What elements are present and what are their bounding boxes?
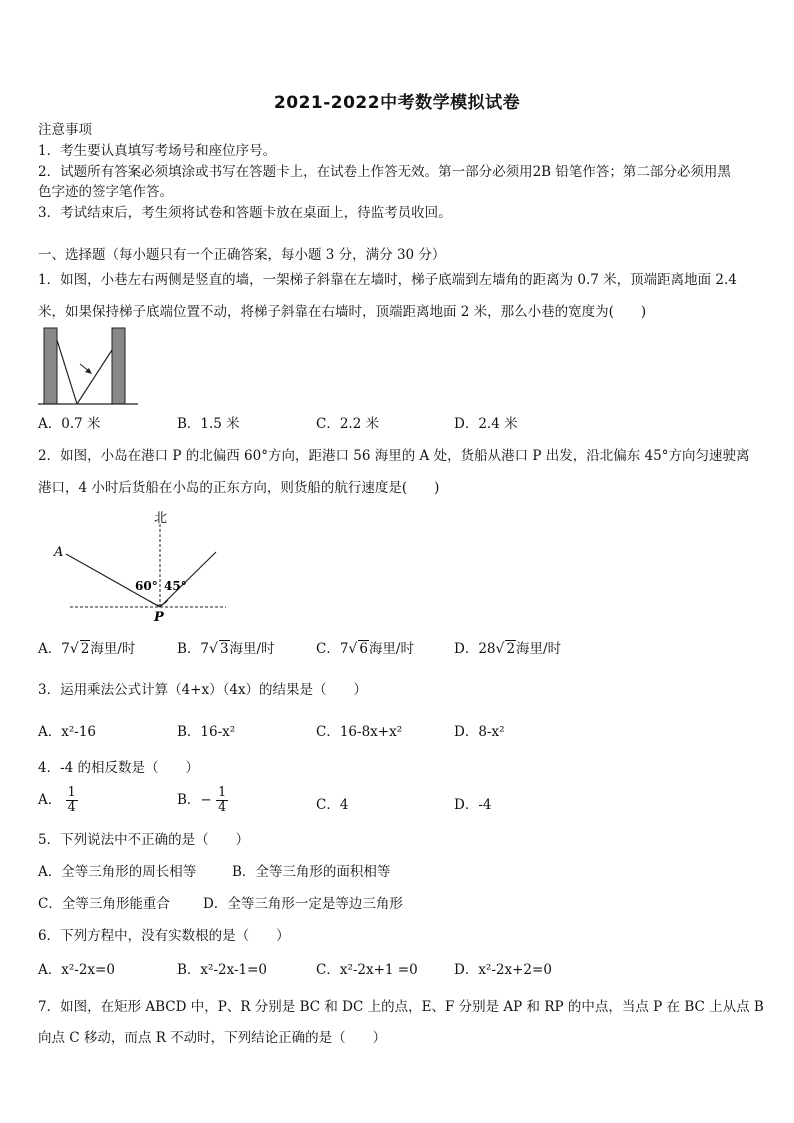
q2-option-a[interactable]: A．7√ 2海里/时 [38, 641, 136, 657]
note-item: 色字迹的签字笔作答。 [38, 184, 173, 200]
q2-stem-line1: 2．如图，小岛在港口 P 的北偏西 60°方向，距港口 56 海里的 A 处，货船从港口 P 出发，沿北偏东 45°方向匀速驶离 [38, 448, 750, 464]
radicand: 2 [506, 641, 516, 657]
q1-option-b[interactable]: B．1.5 米 [177, 416, 240, 432]
option-unit: 海里/时 [229, 641, 275, 657]
fraction: $\frac{1}{4}$ [218, 785, 227, 815]
section-heading: 一、选择题（每小题只有一个正确答案，每小题 3 分，满分 30 分） [38, 247, 446, 263]
page-title: 2021-2022中考数学模拟试卷 [273, 93, 521, 113]
right-wall [112, 328, 125, 404]
note-item: 1．考生要认真填写考场号和座位序号。 [38, 143, 277, 159]
q3-option-b[interactable]: B．16-x² [177, 724, 236, 740]
q4-option-b[interactable] [177, 786, 228, 815]
q6-stem: 6．下列方程中，没有实数根的是（ ） [38, 928, 290, 944]
q1-stem-line1: 1．如图，小巷左右两侧是竖直的墙，一架梯子斜靠在左墙时，梯子底端到左墙角的距离为 0.7 米，顶端距离地面 2.4 [38, 272, 737, 288]
q1-option-d[interactable]: D．2.4 米 [454, 416, 518, 432]
radicand: 6 [359, 641, 368, 657]
q7-stem-line1: 7．如图，在矩形 ABCD 中，P、R 分别是 BC 和 DC 上的点，E、F 分别是 AP 和 RP 的中点，当点 P 在 BC 上从点 B [38, 999, 764, 1015]
angle-45-label: 45° [164, 579, 187, 593]
q3-option-d[interactable]: D．8-x² [454, 724, 505, 740]
q5-option-c[interactable]: C．全等三角形能重合 [38, 896, 170, 912]
q5-option-a[interactable]: A．全等三角形的周长相等 [38, 864, 197, 880]
q5-stem: 5．下列说法中不正确的是（ ） [38, 832, 250, 848]
q2-option-d[interactable]: D．28√ 2海里/时 [454, 641, 562, 657]
q1-ladder-figure [38, 326, 140, 408]
q6-option-d[interactable]: D．x²-2x+2=0 [454, 962, 552, 978]
q6-option-c[interactable]: C．x²-2x+1 =0 [316, 962, 418, 978]
option-label: C．7 [316, 641, 349, 657]
q5-option-d[interactable]: D．全等三角形一定是等边三角形 [203, 896, 403, 912]
radicand: 3 [219, 641, 229, 657]
notes-heading: 注意事项 [38, 122, 92, 138]
option-label: A．7 [38, 641, 70, 657]
option-label: A． [38, 792, 62, 808]
q6-option-b[interactable]: B．x²-2x-1=0 [177, 962, 268, 978]
option-unit: 海里/时 [516, 641, 562, 657]
q4-option-d[interactable]: D．-4 [454, 797, 492, 813]
q5-option-b[interactable]: B．全等三角形的面积相等 [232, 864, 391, 880]
q4-stem: 4．-4 的相反数是（ ） [38, 760, 200, 776]
q1-option-c[interactable]: C．2.2 米 [316, 416, 380, 432]
option-unit: 海里/时 [368, 641, 414, 657]
north-label: 北 [154, 511, 168, 526]
q3-option-c[interactable]: C．16-8x+x² [316, 724, 403, 740]
point-a-label: A [54, 545, 64, 560]
angle-60-label: 60° [135, 579, 158, 593]
q4-option-a[interactable] [38, 786, 78, 815]
left-wall [44, 328, 57, 404]
ladder-right [77, 350, 112, 404]
option-label: B．− [177, 792, 212, 808]
q2-option-c[interactable]: C．7√ 6海里/时 [316, 641, 414, 657]
q3-option-a[interactable]: A．x²-16 [38, 724, 97, 740]
q1-stem-line2: 米，如果保持梯子底端位置不动，将梯子斜靠在右墙时，顶端距离地面 2 米，那么小巷的宽度为( ) [38, 304, 647, 320]
point-p-label: P [154, 610, 164, 625]
radicand: 2 [80, 641, 90, 657]
option-label: D．28 [454, 641, 496, 657]
note-item: 3．考试结束后，考生须将试卷和答题卡放在桌面上，待监考员收回。 [38, 205, 452, 221]
ladder-left [57, 340, 77, 404]
note-item: 2．试题所有答案必须填涂或书写在答题卡上，在试卷上作答无效。第一部分必须用2B 铅笔作答；第二部分必须用黑 [38, 164, 731, 180]
q7-stem-line2: 向点 C 移动，而点 R 不动时，下列结论正确的是（ ） [38, 1030, 387, 1046]
q4-option-c[interactable]: C．4 [316, 797, 349, 813]
fraction: $\frac{1}{4}$ [67, 785, 76, 815]
option-unit: 海里/时 [90, 641, 136, 657]
q2-stem-line2: 港口，4 小时后货船在小岛的正东方向，则货船的航行速度是( ) [38, 480, 440, 496]
option-label: B．7 [177, 641, 210, 657]
angle-arc [150, 600, 168, 605]
q6-option-a[interactable]: A．x²-2x=0 [38, 962, 115, 978]
q2-option-b[interactable]: B．7√ 3海里/时 [177, 641, 275, 657]
q1-option-a[interactable]: A．0.7 米 [38, 416, 101, 432]
q3-stem: 3．运用乘法公式计算（4+x）（4x）的结果是（ ） [38, 682, 368, 698]
q2-bearing-figure [50, 510, 230, 625]
